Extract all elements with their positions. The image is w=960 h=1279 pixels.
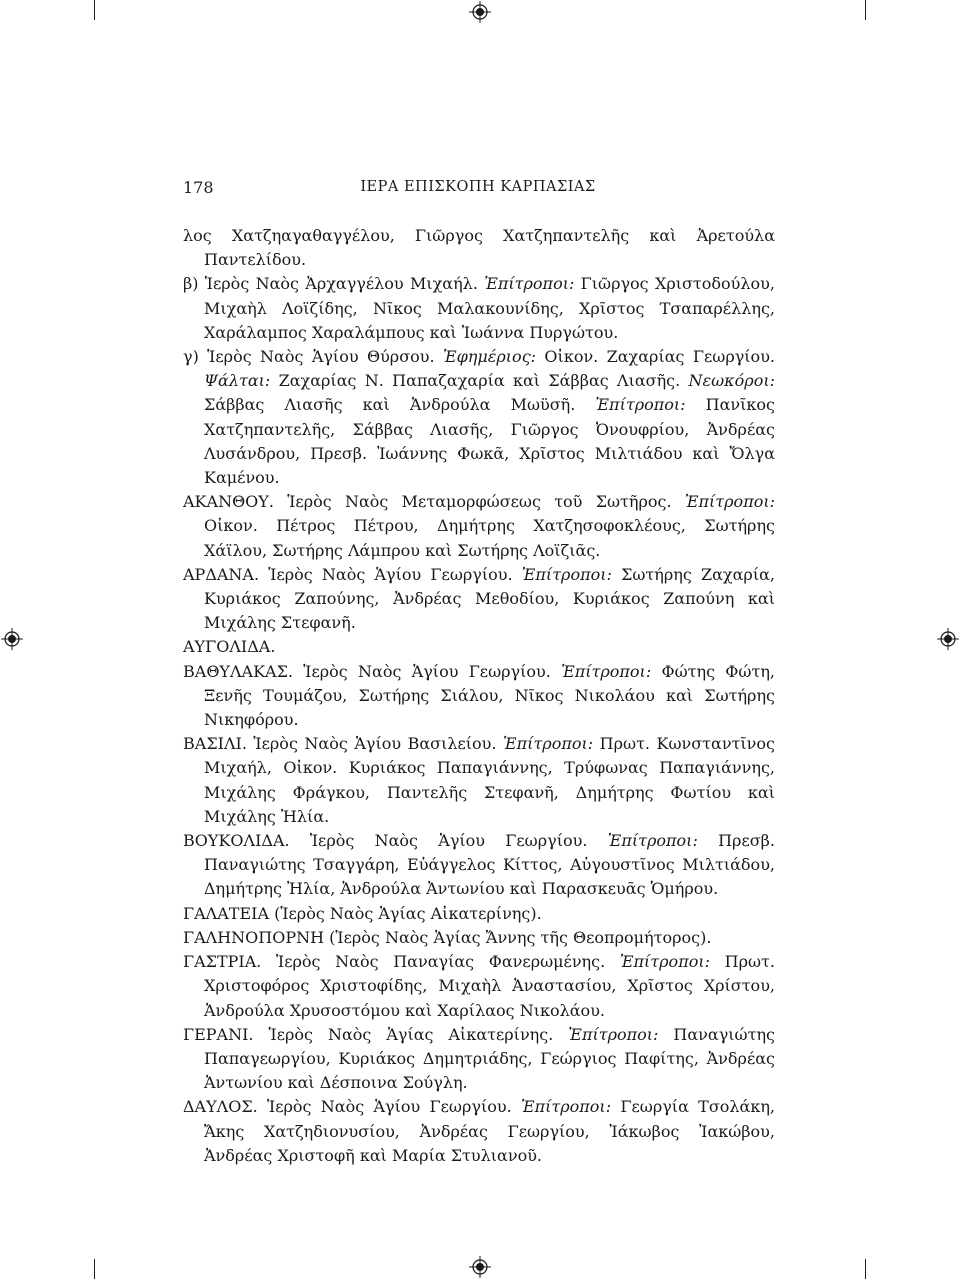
body-text [183, 224, 775, 1168]
text-run: Ζαχαρίας Ν. Παπαζαχαρία καὶ Σάββας Λιασῆς. [270, 371, 689, 391]
paragraph [183, 490, 775, 563]
italic-label: Ἐπίτροποι: [595, 395, 686, 415]
paragraph [183, 732, 775, 829]
italic-label: Ἐφημέριος: [442, 347, 537, 367]
page-header [183, 178, 773, 200]
paragraph [183, 829, 775, 902]
text-run: ΓΑΛΑΤΕΙΑ (Ἱερὸς Ναὸς Ἁγίας Αἰκατερίνης). [183, 903, 542, 923]
paragraph [183, 345, 775, 490]
text-run: ΒΑΘΥΛΑΚΑΣ. Ἱερὸς Ναὸς Ἁγίου Γεωργίου. [183, 661, 562, 681]
text-run: λος Χατζηαγαθαγγέλου, Γιῶργος Χατζηπαντελῆς καὶ Ἀρετούλα Παντελίδου. [183, 226, 775, 270]
italic-label: Νεωκόροι: [688, 371, 775, 391]
italic-label: Ψάλται: [204, 371, 271, 391]
text-run: Πρωτ. Χριστοφόρος Χριστοφίδης, Μιχαὴλ Ἀναστασίου, Χρῖστος Χρίστου, Ἀνδρούλα Χρυσοστόμου καὶ Χαρίλαος Νικολάου. [204, 952, 775, 1020]
text-run: Πρεσβ. Παναγιώτης Τσαγγάρη, Εὐάγγελος Κίττος, Αὐγουστῖνος Μιλτιάδου, Δημήτρης Ἠλία, Ἀνδρούλα Ἀντωνίου καὶ Παρασκευᾶς Ὁμήρου. [204, 831, 776, 899]
italic-label: Ἐπίτροποι: [484, 274, 575, 294]
text-run: Γεωργία Τσολάκη, Ἄκης Χατζηδιονυσίου, Ἀνδρέας Γεωργίου, Ἰάκωβος Ἰακώβου, Ἀνδρέας Χριστοφῆ καὶ Μαρία Στυλιανοῦ. [204, 1097, 775, 1165]
paragraph [183, 660, 775, 733]
paragraph [183, 1023, 775, 1096]
page-number: 178 [183, 178, 214, 197]
text-run: ΒΟΥΚΟΛΙΔΑ. Ἱερὸς Ναὸς Ἁγίου Γεωργίου. [183, 831, 608, 851]
paragraph [183, 224, 775, 272]
text-run: Πανῖκος Χατζηπαντελῆς, Σάββας Λιασῆς, Γιῶργος Ὀνουφρίου, Ἀνδρέας Λυσάνδρου, Πρεσβ. Ἰωάννης Φωκᾶ, Χρῖστος Μιλτιάδου καὶ Ὄλγα Καμένου. [204, 395, 775, 488]
paragraph [183, 1095, 775, 1168]
italic-label: Ἐπίτροποι: [520, 1097, 612, 1117]
text-run: Οἰκον. Πέτρος Πέτρου, Δημήτρης Χατζησοφοκλέους, Σωτήρης Χάϊλου, Σωτήρης Λάμπρου καὶ Σωτήρης Λοϊζιᾶς. [204, 516, 775, 560]
crop-mark-top-left [94, 0, 95, 20]
text-run: Γιῶργος Χριστοδούλου, Μιχαὴλ Λοϊζίδης, Νῖκος Μαλακουνίδης, Χρῖστος Τσαπαρέλλης, Χαράλαμπος Χαραλάμπους καὶ Ἰωάννα Πυργώτου. [204, 274, 775, 342]
text-run: β) Ἱερὸς Ναὸς Ἀρχαγγέλου Μιχαήλ. [183, 274, 485, 294]
crop-mark-bottom-left [94, 1259, 95, 1279]
registration-mark-top-icon [469, 1, 491, 23]
italic-label: Ἐπίτροποι: [568, 1024, 659, 1044]
paragraph [183, 272, 775, 345]
text-run: ΑΚΑΝΘΟΥ. Ἱερὸς Ναὸς Μεταμορφώσεως τοῦ Σωτῆρος. [183, 492, 685, 512]
crop-mark-top-right [865, 0, 866, 20]
registration-mark-bottom-icon [469, 1256, 491, 1278]
text-run: γ) Ἱερὸς Ναὸς Ἁγίου Θύρσου. [183, 347, 443, 367]
paragraph [183, 635, 775, 659]
italic-label: Ἐπίτροποι: [561, 661, 652, 681]
text-run: Φώτης Φώτη, Ξενῆς Τουμάζου, Σωτήρης Σιάλου, Νῖκος Νικολάου καὶ Σωτήρης Νικηφόρου. [204, 661, 775, 730]
italic-label: Ἐπίτροποι: [521, 564, 612, 584]
paragraph [183, 950, 775, 1023]
text-run: Σάββας Λιασῆς καὶ Ἀνδρούλα Μωϋσῆ. [204, 395, 596, 415]
running-title: ΙΕΡΑ ΕΠΙΣΚΟΠΗ ΚΑΡΠΑΣΙΑΣ [360, 179, 596, 195]
italic-label: Ἐπίτροποι: [619, 952, 710, 972]
registration-mark-left-icon [1, 628, 23, 650]
paragraph [183, 902, 775, 926]
italic-label: Ἐπίτροποι: [503, 734, 594, 754]
text-run: ΓΑΛΗΝΟΠΟΡΝΗ (Ἱερὸς Ναὸς Ἁγίας Ἄννης τῆς Θεοπρομήτορος). [183, 927, 712, 947]
text-run: Οἰκον. Ζαχαρίας Γεωργίου. [536, 347, 776, 367]
italic-label: Ἐπίτροποι: [607, 831, 698, 851]
text-run: ΓΑΣΤΡΙΑ. Ἱερὸς Ναὸς Παναγίας Φανερωμένης. [183, 952, 620, 972]
text-run: Σωτήρης Ζαχαρία, Κυριάκος Ζαπούνης, Ἀνδρέας Μεθοδίου, Κυριάκος Ζαπούνη καὶ Μιχάλης Στεφανῆ. [204, 564, 775, 633]
italic-label: Ἐπίτροποι: [684, 492, 775, 512]
paragraph [183, 563, 775, 636]
text-run: ΔΑΥΛΟΣ. Ἱερὸς Ναὸς Ἁγίου Γεωργίου. [183, 1097, 521, 1117]
text-run: ΑΥΓΟΛΙΔΑ. [183, 637, 276, 657]
text-run: Πρωτ. Κωνσταντῖνος Μιχαήλ, Οἰκον. Κυριάκος Παπαγιάννης, Τρύφωνας Παπαγιάννης, Μιχάλης Φράγκου, Παντελῆς Στεφανῆ, Δημήτρης Φωτίου καὶ Μιχάλης Ἠλία. [204, 734, 776, 826]
crop-mark-bottom-right [865, 1259, 866, 1279]
text-run: ΒΑΣΙΛΙ. Ἱερὸς Ναὸς Ἁγίου Βασιλείου. [183, 734, 504, 754]
paragraph [183, 926, 775, 950]
registration-mark-right-icon [937, 628, 959, 650]
text-run: Παναγιώτης Παπαγεωργίου, Κυριάκος Δημητριάδης, Γεώργιος Παφίτης, Ἀνδρέας Ἀντωνίου καὶ Δέσποινα Σούγλη. [204, 1024, 775, 1093]
text-run: ΑΡΔΑΝΑ. Ἱερὸς Ναὸς Ἁγίου Γεωργίου. [183, 564, 522, 584]
text-run: ΓΕΡΑΝΙ. Ἱερὸς Ναὸς Ἁγίας Αἰκατερίνης. [183, 1024, 569, 1044]
